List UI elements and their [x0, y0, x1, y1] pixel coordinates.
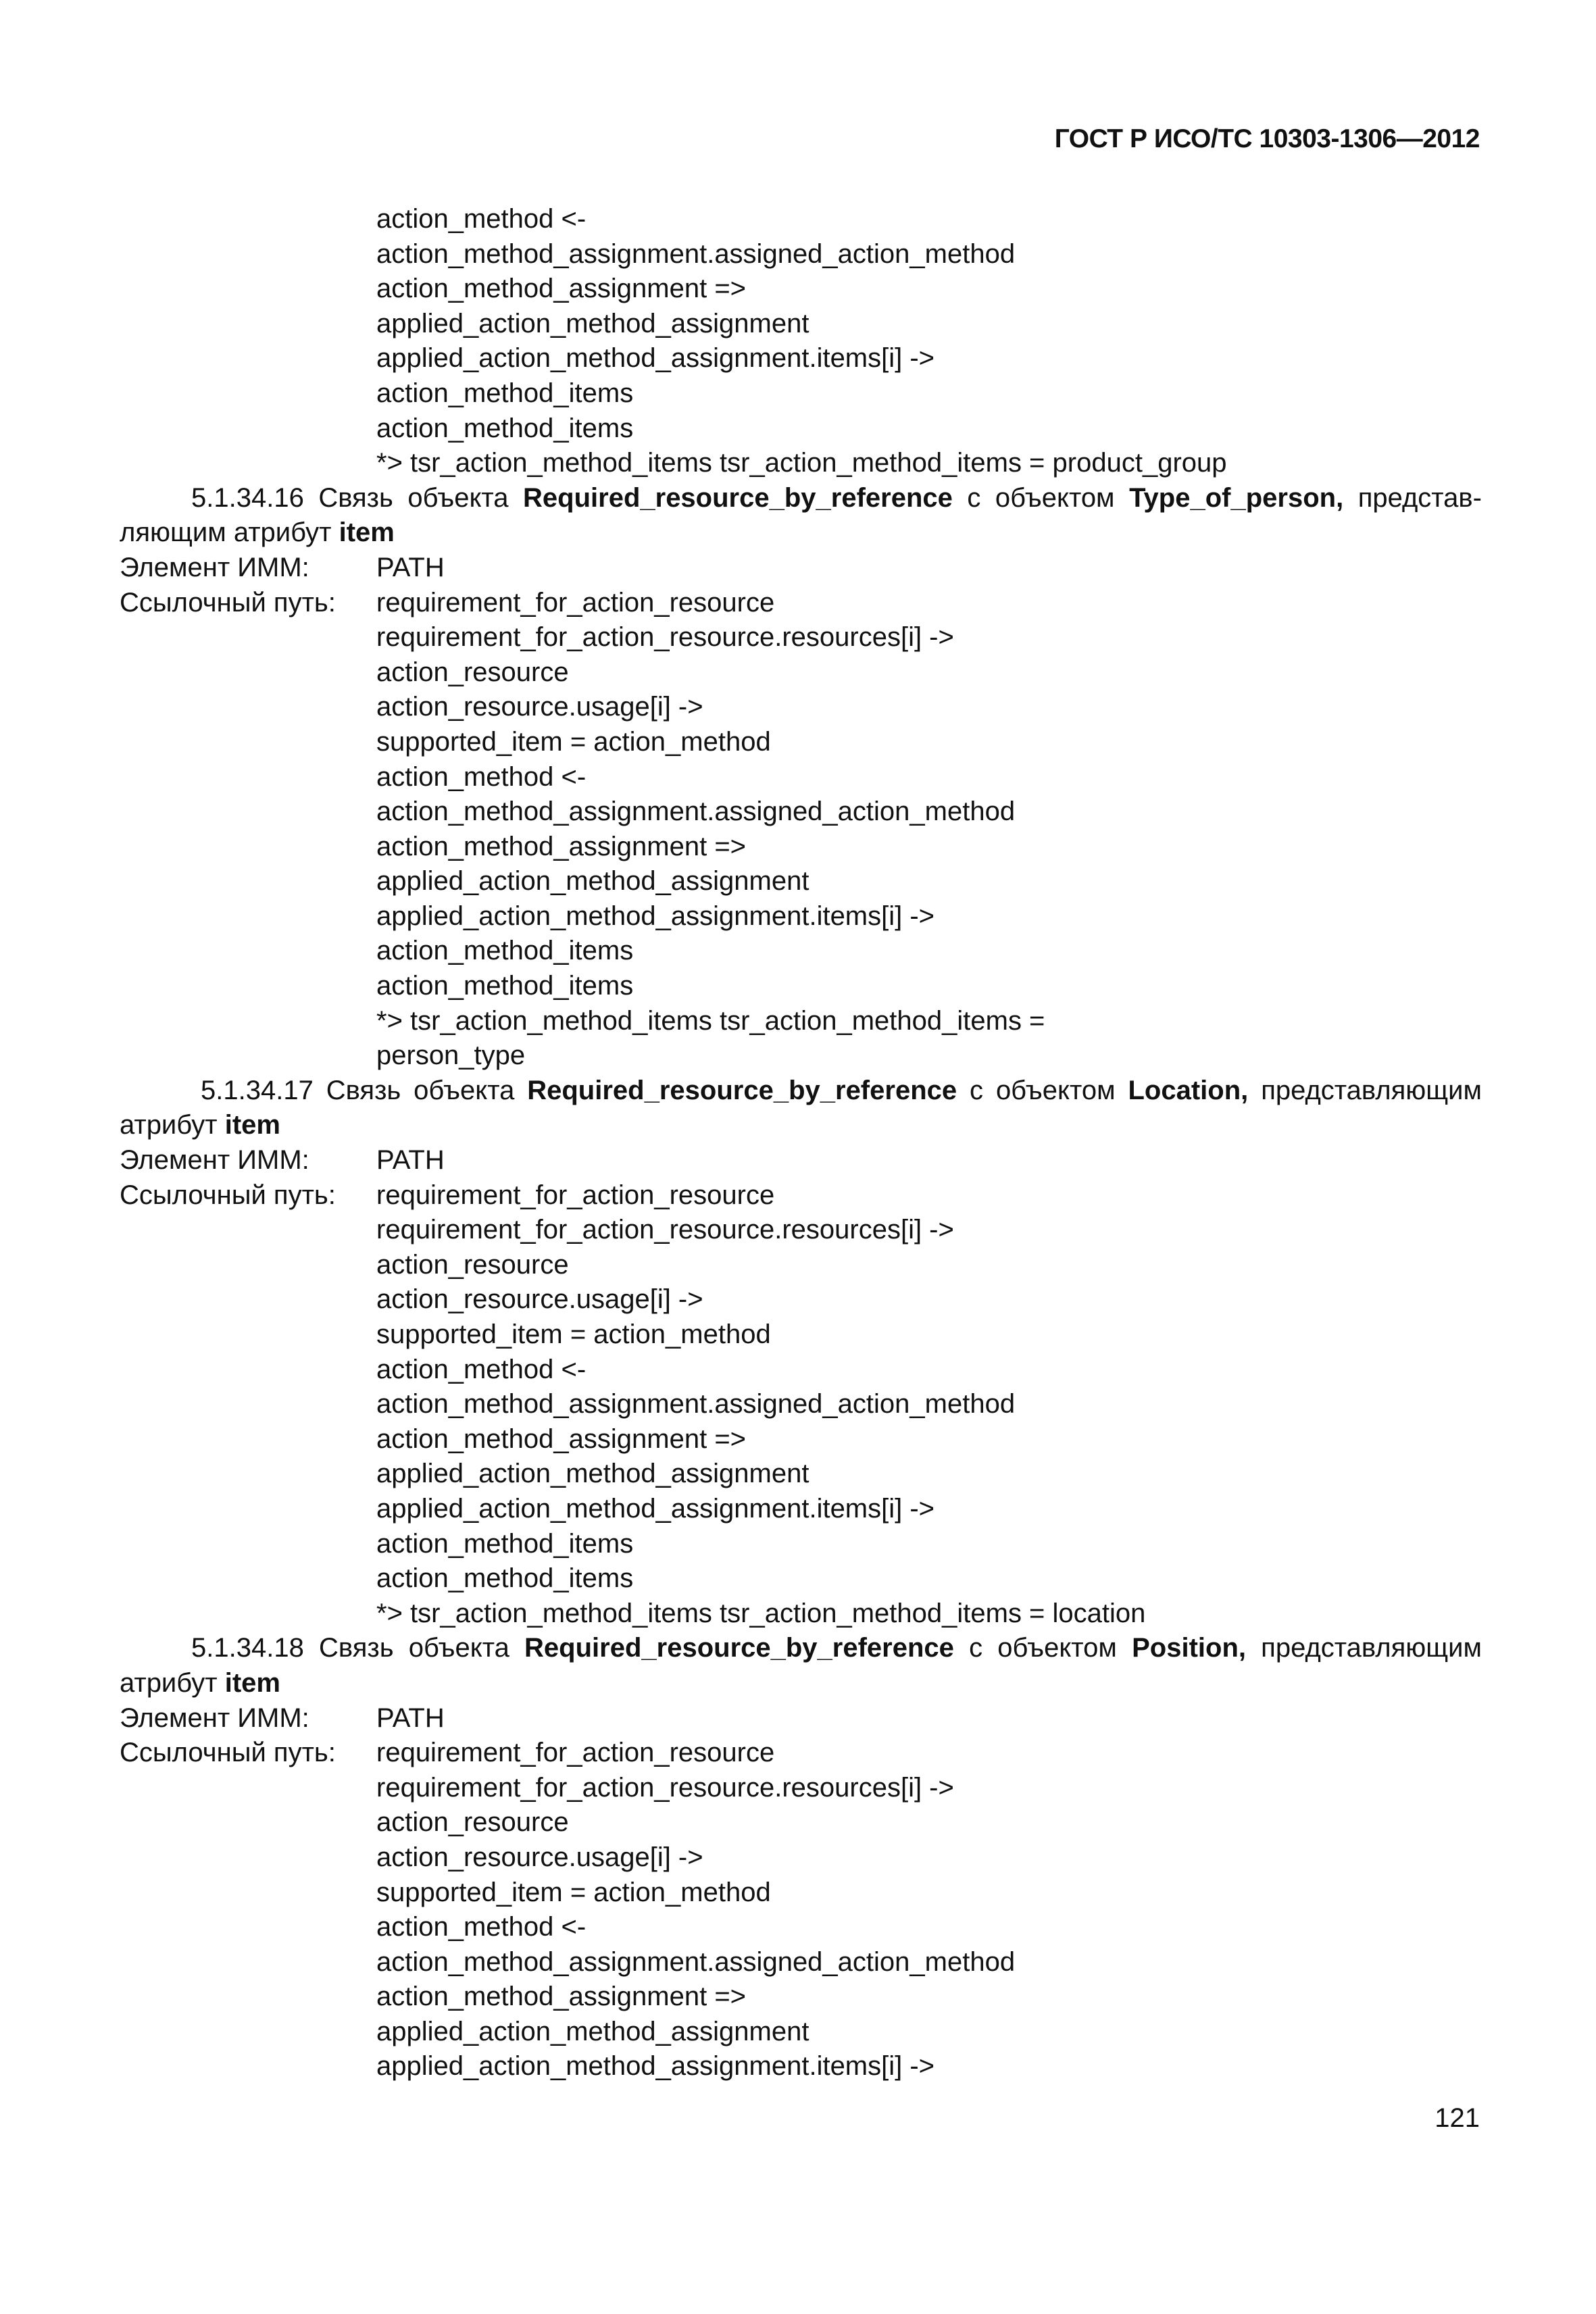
element-label: Элемент ИММ: [120, 552, 309, 582]
code-line: requirement_for_action_resource.resources[i] -> [376, 1772, 954, 1803]
code-line: requirement_for_action_resource [376, 587, 775, 618]
entity-name: Required_resource_by_reference [523, 482, 953, 513]
code-line: applied_action_method_assignment.items[i] -> [376, 343, 935, 374]
code-line: action_resource [376, 657, 569, 687]
target-entity: Position, [1132, 1633, 1246, 1663]
path-row [120, 1178, 1482, 1213]
element-row [120, 551, 1482, 586]
code-line: action_method_items [376, 1528, 634, 1559]
code-line: *> tsr_action_method_items tsr_action_method_items = product_group [376, 448, 1227, 478]
code-line: action_method_items [376, 936, 634, 966]
code-line: action_resource.usage[i] -> [376, 692, 703, 722]
section-heading: 5.1.34.16 Связь объекта Required_resource_by_reference с объектом Type_of_person, представ-ляющим атрибут item [120, 482, 1482, 548]
section-number: 5.1.34.18 [191, 1633, 304, 1663]
section-number: 5.1.34.17 [201, 1075, 314, 1105]
element-value: PATH [376, 552, 445, 582]
code-line: action_method_assignment.assigned_action_method [376, 1946, 1016, 1977]
code-line: *> tsr_action_method_items tsr_action_method_items = [376, 1005, 1045, 1036]
code-line: action_method_assignment => [376, 831, 747, 861]
path-label: Ссылочный путь: [120, 1738, 336, 1768]
code-line: action_resource [376, 1249, 569, 1280]
element-row [120, 1143, 1482, 1178]
code-line: action_method_assignment => [376, 1982, 747, 2012]
code-line: action_method_assignment => [376, 274, 747, 304]
code-line: action_method <- [376, 761, 587, 792]
code-line: action_resource.usage[i] -> [376, 1284, 703, 1315]
code-line: action_method_items [376, 1563, 634, 1594]
code-line: applied_action_method_assignment [376, 866, 809, 897]
code-line: applied_action_method_assignment.items[i] -> [376, 2051, 935, 2082]
document-body [120, 202, 1482, 2084]
standard-header: ГОСТ Р ИСО/ТС 10303-1306—2012 [1054, 124, 1480, 153]
attribute-name: item [224, 1667, 280, 1698]
path-row [120, 586, 1482, 621]
code-line: action_method_assignment.assigned_action_method [376, 1389, 1016, 1419]
code-line: action_resource.usage[i] -> [376, 1842, 703, 1872]
path-label: Ссылочный путь: [120, 587, 336, 618]
code-line: supported_item = action_method [376, 1877, 771, 1907]
code-line: action_method_assignment.assigned_action_method [376, 797, 1016, 827]
path-label: Ссылочный путь: [120, 1180, 336, 1210]
section-number: 5.1.34.16 [191, 482, 304, 513]
code-line: applied_action_method_assignment [376, 308, 809, 338]
code-line: applied_action_method_assignment [376, 2016, 809, 2046]
code-line: requirement_for_action_resource [376, 1180, 775, 1210]
code-line: applied_action_method_assignment.items[i] -> [376, 1493, 935, 1524]
element-label: Элемент ИММ: [120, 1145, 309, 1176]
entity-name: Required_resource_by_reference [527, 1075, 957, 1105]
code-line: action_method <- [376, 204, 587, 234]
code-line: action_resource [376, 1807, 569, 1838]
code-line: requirement_for_action_resource [376, 1738, 775, 1768]
section-heading: 5.1.34.18 Связь объекта Required_resource_by_reference с объектом Position, представляющим атрибут item [120, 1633, 1482, 1698]
target-entity: Type_of_person, [1129, 482, 1344, 513]
code-line: supported_item = action_method [376, 1319, 771, 1349]
element-row [120, 1701, 1482, 1736]
target-entity: Location, [1128, 1075, 1249, 1105]
path-row [120, 1736, 1482, 1771]
page-number: 121 [1435, 2103, 1480, 2133]
code-line: *> tsr_action_method_items tsr_action_method_items = location [376, 1598, 1146, 1628]
code-line: action_method <- [376, 1912, 587, 1942]
code-line: applied_action_method_assignment.items[i] -> [376, 901, 935, 931]
code-line: requirement_for_action_resource.resources[i] -> [376, 622, 954, 653]
entity-name: Required_resource_by_reference [524, 1633, 954, 1663]
code-line: action_method_items [376, 413, 634, 443]
element-value: PATH [376, 1703, 445, 1733]
code-line: supported_item = action_method [376, 726, 771, 757]
code-line: action_method_items [376, 378, 634, 408]
code-line: requirement_for_action_resource.resources[i] -> [376, 1215, 954, 1245]
element-value: PATH [376, 1145, 445, 1176]
attribute-name: item [339, 518, 395, 548]
code-line: action_method_assignment => [376, 1424, 747, 1454]
code-line: action_method_assignment.assigned_action_method [376, 238, 1016, 269]
element-label: Элемент ИММ: [120, 1703, 309, 1733]
code-line: action_method_items [376, 971, 634, 1001]
attribute-name: item [224, 1110, 280, 1140]
section-heading: 5.1.34.17 Связь объекта Required_resource_by_reference с объектом Location, представляющим атрибут item [120, 1075, 1482, 1140]
code-line: applied_action_method_assignment [376, 1459, 809, 1489]
code-line: person_type [376, 1040, 526, 1071]
code-line: action_method <- [376, 1354, 587, 1384]
